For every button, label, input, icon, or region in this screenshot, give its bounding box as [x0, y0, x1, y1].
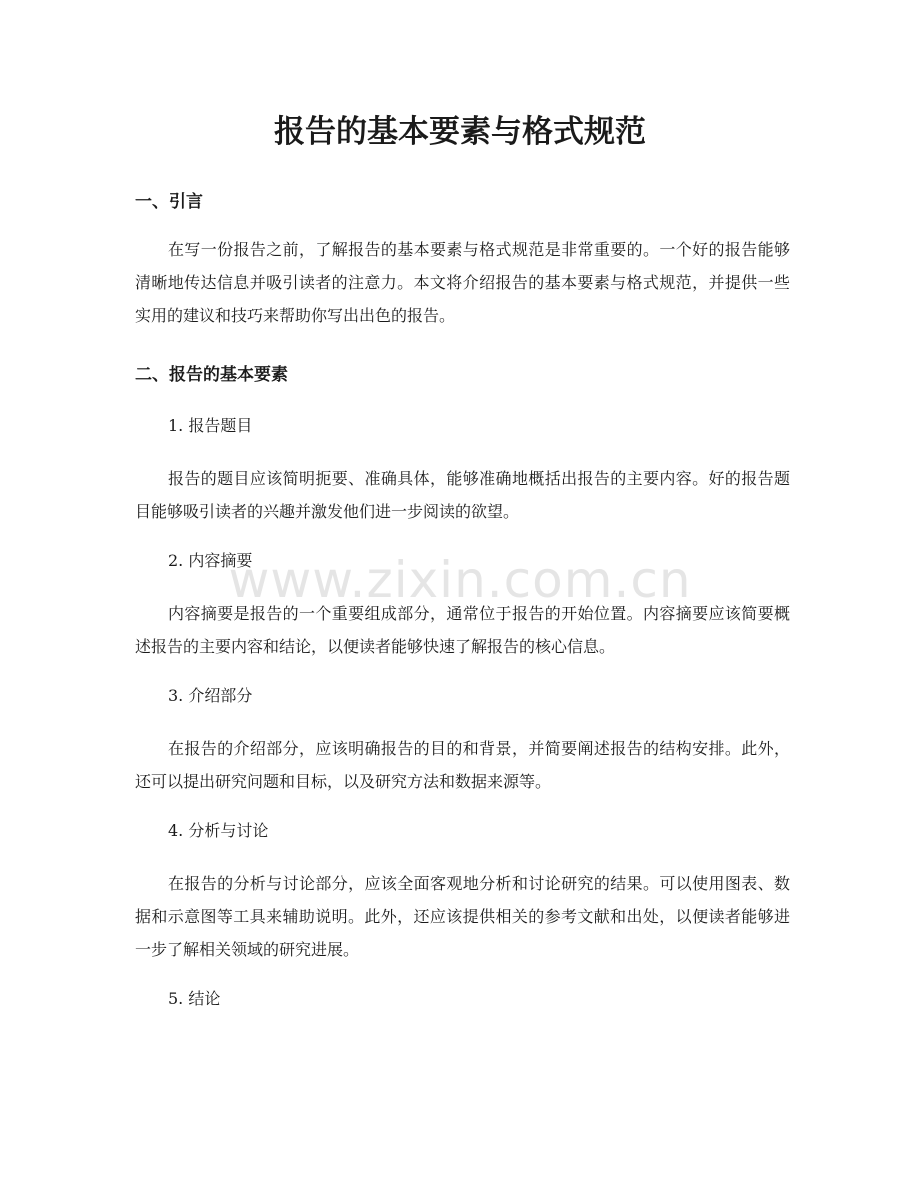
- item-paragraph-summary: 内容摘要是报告的一个重要组成部分，通常位于报告的开始位置。内容摘要应该简要概述报告的主要内容和结论，以便读者能够快速了解报告的核心信息。: [135, 604, 790, 656]
- document-title: 报告的基本要素与格式规范: [274, 114, 646, 150]
- item-label-summary: 2. 内容摘要: [168, 551, 253, 570]
- item-label-introduction-part: 3. 介绍部分: [168, 686, 253, 705]
- item-label-report-title: 1. 报告题目: [168, 416, 253, 435]
- watermark: www.zixin.com.cn: [228, 551, 692, 609]
- item-paragraph-introduction-part: 在报告的介绍部分，应该明确报告的目的和背景，并简要阐述报告的结构安排。此外，还可以提出研究问题和目标，以及研究方法和数据来源等。: [135, 739, 790, 791]
- item-paragraph-report-title: 报告的题目应该简明扼要、准确具体，能够准确地概括出报告的主要内容。好的报告题目能够吸引读者的兴趣并激发他们进一步阅读的欲望。: [135, 469, 790, 521]
- item-paragraph-analysis-discussion: 在报告的分析与讨论部分，应该全面客观地分析和讨论研究的结果。可以使用图表、数据和示意图等工具来辅助说明。此外，还应该提供相关的参考文献和出处，以便读者能够进一步了解相关领域的研究进展。: [135, 874, 790, 959]
- item-label-conclusion: 5. 结论: [168, 989, 221, 1008]
- item-label-analysis-discussion: 4. 分析与讨论: [168, 821, 269, 840]
- section-heading-basic-elements: 二、报告的基本要素: [135, 365, 288, 385]
- section-heading-introduction: 一、引言: [135, 192, 203, 212]
- introduction-paragraph: 在写一份报告之前，了解报告的基本要素与格式规范是非常重要的。一个好的报告能够清晰地传达信息并吸引读者的注意力。本文将介绍报告的基本要素与格式规范，并提供一些实用的建议和技巧来帮助你写出出色的报告。: [135, 240, 790, 325]
